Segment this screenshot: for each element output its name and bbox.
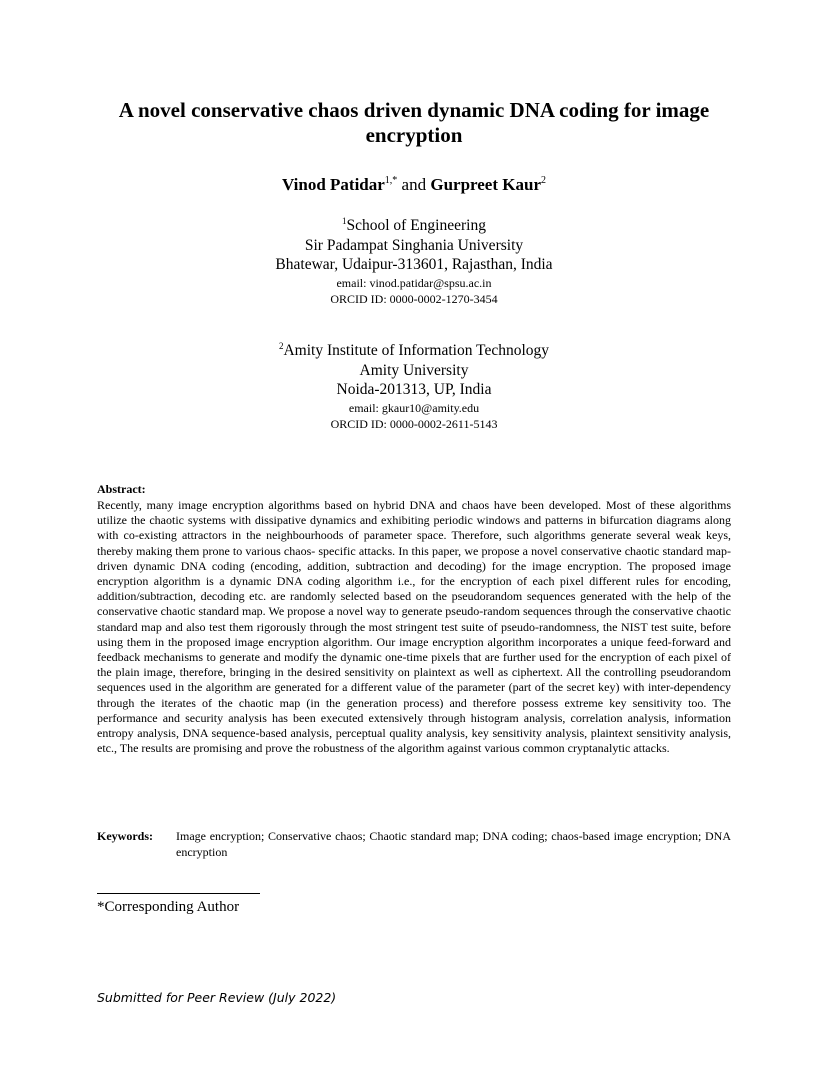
author-conjunction: and [401,175,427,194]
affiliation-2-address: Noida-201313, UP, India [336,381,492,398]
keywords-section [97,829,731,860]
paper-title: A novel conservative chaos driven dynamic DNA coding for image encryption [118,98,710,147]
affiliation-1 [0,216,828,307]
author-1-superscript: 1,* [384,175,398,186]
affiliation-2-superscript: 2 [278,341,284,351]
affiliation-2-university: Amity University [359,361,469,379]
affiliation-1-school: School of Engineering [346,217,486,234]
corresponding-author-footnote: *Corresponding Author [97,899,240,915]
affiliation-1-address: Bhatewar, Udaipur-313601, Rajasthan, India [275,256,553,273]
keywords-label: Keywords: [97,829,153,843]
author-1-name: Vinod Patidar [282,175,385,194]
abstract-heading: Abstract: [97,482,146,496]
affiliation-2-orcid: ORCID ID: 0000-0002-2611-5143 [330,416,498,431]
affiliation-2 [0,341,828,432]
submission-note: Submitted for Peer Review (July 2022) [97,990,337,1005]
author-2-superscript: 2 [541,175,546,186]
affiliation-2-email: email: gkaur10@amity.edu [348,400,480,415]
abstract-text: Recently, many image encryption algorithms based on hybrid DNA and chaos have been developed. Most of these algorithms utilize the chaotic systems with dissipative dynamics and exhibiting periodic windows and patterns in bifurcation diagrams along with co-existing attractors in the neighbourhoods of parameter space. Therefore, such algorithms generate several weak keys, thereby making them prone to various chaos- specific attacks. In this paper, we propose a novel conservative chaotic standard map-driven dynamic DNA coding (encoding, addition, subtraction and decoding) for the image encryption. The proposed image encryption algorithm is a dynamic DNA coding algorithm i.e., for the encryption of each pixel different rules for encoding, addition/subtraction, decoding etc. are randomly selected based on the pseudorandom sequences generated with the help of the conservative chaotic standard map. We propose a novel way to generate pseudo-random sequences through the conservative chaotic standard map and also test them rigorously through the most stringent test suite of pseudo-randomness, the NIST test suite, before using them in the proposed image encryption algorithm. Our image encryption algorithm incorporates a unique feed-forward and feedback mechanisms to generate and modify the dynamic one-time pixels that are further used for the encryption of each pixel of the plain image, therefore, bringing in the desired sensitivity on plaintext as well as ciphertext. All the controlling pseudorandom sequences used in the algorithm are generated for a different value of the parameter (part of the secret key) with inter-dependency through the iterates of the chaotic map (in the generation process) and therefore possess extreme key sensitivity too. The performance and security analysis has been executed extensively through histogram analysis, correlation analysis, information entropy analysis, DNA sequence-based analysis, perceptual quality analysis, key sensitivity analysis, plaintext sensitivity analysis, etc., The results are promising and prove the robustness of the algorithm against various common cryptanalytic attacks. [97,498,731,756]
keywords-text: Image encryption; Conservative chaos; Chaotic standard map; DNA coding; chaos-based image encryption; DNA encryption [176,829,731,859]
affiliation-1-orcid: ORCID ID: 0000-0002-1270-3454 [330,291,498,306]
affiliation-1-university: Sir Padampat Singhania University [304,236,524,254]
affiliation-1-superscript: 1 [342,216,347,226]
author-2-name: Gurpreet Kaur [430,175,541,194]
affiliation-2-institute: Amity Institute of Information Technology [283,342,550,359]
affiliation-1-email: email: vinod.patidar@spsu.ac.in [336,275,492,290]
author-line [0,174,828,196]
footnote-divider [97,893,260,894]
